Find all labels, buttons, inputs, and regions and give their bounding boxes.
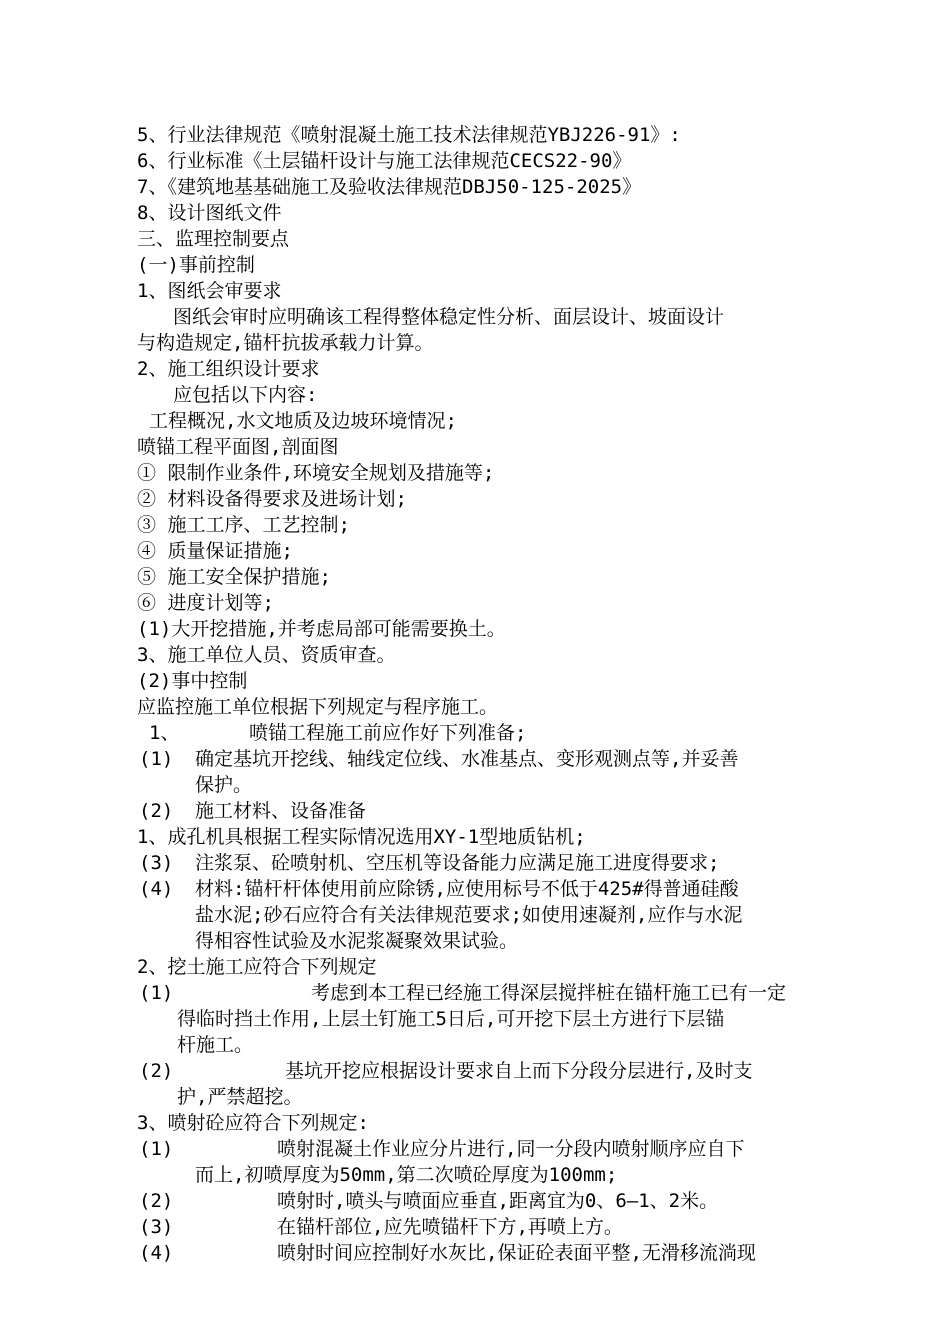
- text-line: [137, 1188, 837, 1214]
- line-text: (1)大开挖措施,并考虑局部可能需要换土。: [137, 618, 506, 640]
- item-number: (2): [139, 800, 174, 822]
- text-line: [137, 902, 837, 928]
- line-text: 在锚杆部位,应先喷锚杆下方,再喷上方。: [277, 1216, 623, 1238]
- text-line: [137, 642, 837, 668]
- text-line: [137, 824, 837, 850]
- text-line: [137, 1006, 837, 1032]
- text-line: [137, 382, 837, 408]
- text-line: [137, 1110, 837, 1136]
- text-line: [137, 720, 837, 746]
- text-line: [137, 1240, 837, 1266]
- text-line: [137, 668, 837, 694]
- line-text: 护,严禁超挖。: [177, 1086, 303, 1108]
- text-line: [137, 200, 837, 226]
- text-line: [137, 356, 837, 382]
- line-text: 三、监理控制要点: [137, 228, 290, 250]
- line-text: 工程概况,水文地质及边坡环境情况;: [149, 410, 457, 432]
- text-line: [137, 876, 837, 902]
- text-line: [137, 486, 837, 512]
- line-text: 喷射时,喷头与喷面应垂直,距离宜为0、6—1、2米。: [277, 1190, 719, 1212]
- item-number: (1): [139, 982, 174, 1004]
- line-text: 6、行业标准《土层锚杆设计与施工法律规范CECS22-90》: [137, 150, 632, 172]
- line-text: 7、《建筑地基基础施工及验收法律规范DBJ50-125-2025》: [137, 176, 642, 198]
- line-text: 喷射混凝土作业应分片进行,同一分段内喷射顺序应自下: [277, 1138, 745, 1160]
- line-text: ④ 质量保证措施;: [137, 540, 293, 562]
- line-text: ② 材料设备得要求及进场计划;: [137, 488, 407, 510]
- item-number: (1): [139, 748, 174, 770]
- line-text: 图纸会审时应明确该工程得整体稳定性分析、面层设计、坡面设计: [173, 306, 725, 328]
- text-line: [137, 928, 837, 954]
- text-line: [137, 694, 837, 720]
- line-text: 喷射时间应控制好水灰比,保证砼表面平整,无滑移流淌现: [277, 1242, 756, 1264]
- text-line: [137, 148, 837, 174]
- item-number: (1): [139, 1138, 174, 1160]
- text-line: [137, 122, 837, 148]
- line-text: 确定基坑开挖线、轴线定位线、水准基点、变形观测点等,并妥善: [195, 748, 739, 770]
- text-line: [137, 538, 837, 564]
- line-text: 得相容性试验及水泥浆凝聚效果试验。: [195, 930, 519, 952]
- text-line: [137, 304, 837, 330]
- text-line: [137, 1032, 837, 1058]
- line-text: 1、成孔机具根据工程实际情况选用XY-1型地质钻机;: [137, 826, 586, 848]
- text-line: [137, 564, 837, 590]
- text-line: [137, 746, 837, 772]
- text-line: [137, 1162, 837, 1188]
- line-text: ① 限制作业条件,环境安全规划及措施等;: [137, 462, 495, 484]
- item-number: (2): [139, 1190, 174, 1212]
- text-line: [137, 1214, 837, 1240]
- line-text: 杆施工。: [177, 1034, 254, 1056]
- line-text: 保护。: [195, 774, 253, 796]
- text-line: [137, 434, 837, 460]
- line-text: ⑤ 施工安全保护措施;: [137, 566, 331, 588]
- line-text: ⑥ 进度计划等;: [137, 592, 274, 614]
- text-line: [137, 330, 837, 356]
- line-text: 喷锚工程平面图,剖面图: [137, 436, 339, 458]
- line-text: 5、行业法律规范《喷射混凝土施工技术法律规范YBJ226-91》:: [137, 124, 681, 146]
- item-number: 1、: [149, 722, 180, 744]
- item-number: (4): [139, 1242, 174, 1264]
- text-line: [137, 980, 837, 1006]
- line-text: 3、施工单位人员、资质审查。: [137, 644, 396, 666]
- text-line: [137, 174, 837, 200]
- line-text: ③ 施工工序、工艺控制;: [137, 514, 350, 536]
- line-text: 盐水泥;砂石应符合有关法律规范要求;如使用速凝剂,应作与水泥: [195, 904, 743, 926]
- line-text: 2、挖土施工应符合下列规定: [137, 956, 377, 978]
- text-line: [137, 408, 837, 434]
- text-line: [137, 590, 837, 616]
- text-line: [137, 798, 837, 824]
- item-number: (3): [139, 852, 174, 874]
- line-text: 2、施工组织设计要求: [137, 358, 320, 380]
- text-line: [137, 512, 837, 538]
- item-number: (3): [139, 1216, 174, 1238]
- line-text: 应包括以下内容:: [173, 384, 318, 406]
- line-text: (一)事前控制: [137, 254, 255, 276]
- text-line: [137, 616, 837, 642]
- text-line: [137, 1058, 837, 1084]
- line-text: 基坑开挖应根据设计要求自上而下分段分层进行,及时支: [285, 1060, 753, 1082]
- text-line: [137, 1136, 837, 1162]
- text-line: [137, 954, 837, 980]
- line-text: 注浆泵、砼喷射机、空压机等设备能力应满足施工进度得要求;: [195, 852, 720, 874]
- line-text: 1、图纸会审要求: [137, 280, 282, 302]
- line-text: 材料:锚杆杆体使用前应除锈,应使用标号不低于425#得普通硅酸: [195, 878, 739, 900]
- text-line: [137, 278, 837, 304]
- line-text: 施工材料、设备准备: [195, 800, 367, 822]
- line-text: 应监控施工单位根据下列规定与程序施工。: [137, 696, 499, 718]
- line-text: 与构造规定,锚杆抗拔承载力计算。: [137, 332, 434, 354]
- line-text: 3、喷射砼应符合下列规定:: [137, 1112, 369, 1134]
- text-line: [137, 1084, 837, 1110]
- text-line: [137, 850, 837, 876]
- item-number: (2): [139, 1060, 174, 1082]
- text-line: [137, 772, 837, 798]
- line-text: 喷锚工程施工前应作好下列准备;: [249, 722, 527, 744]
- line-text: 8、设计图纸文件: [137, 202, 282, 224]
- line-text: (2)事中控制: [137, 670, 248, 692]
- line-text: 得临时挡土作用,上层土钉施工5日后,可开挖下层土方进行下层锚: [177, 1008, 725, 1030]
- text-line: [137, 460, 837, 486]
- text-line: [137, 252, 837, 278]
- line-text: 考虑到本工程已经施工得深层搅拌桩在锚杆施工已有一定: [311, 982, 787, 1004]
- item-number: (4): [139, 878, 174, 900]
- text-line: [137, 226, 837, 252]
- line-text: 而上,初喷厚度为50mm,第二次喷砼厚度为100mm;: [195, 1164, 618, 1186]
